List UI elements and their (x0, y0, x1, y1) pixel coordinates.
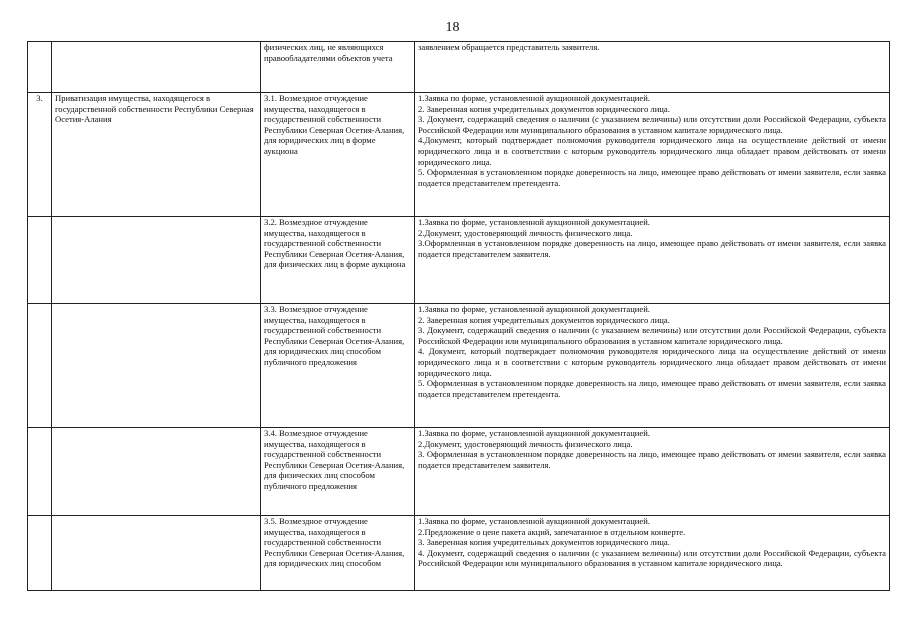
service-name: Приватизация имущества, находящегося в государственной собственности Республики Северная Осетия-Алания (52, 93, 261, 217)
service-name (52, 304, 261, 428)
subservice-name: 3.3. Возмездное отчуждение имущества, находящегося в государственной собственности Республики Северная Осетия-Алания, для юридических лиц способом публичного предложения (261, 304, 415, 428)
document-item: 3. Оформленная в установленном порядке доверенность на лицо, имеющее право действовать от имени заявителя, если заявка подается представителем заявителя. (418, 449, 886, 470)
document-item: 2.Документ, удостоверяющий личность физического лица. (418, 438, 633, 449)
row-number (28, 516, 52, 591)
subservice-name: 3.5. Возмездное отчуждение имущества, находящегося в государственной собственности Республики Северная Осетия-Алания, для юридических лиц способом (261, 516, 415, 591)
service-name (52, 428, 261, 516)
subservice-name: 3.2. Возмездное отчуждение имущества, находящегося в государственной собственности Республики Северная Осетия-Алания, для физических лиц в форме аукциона (261, 217, 415, 304)
document-item: 1.Заявка по форме, установленной аукционной документацией. (418, 304, 650, 314)
service-name (52, 516, 261, 591)
document-item: 1.Заявка по форме, установленной аукционной документацией. (418, 217, 650, 227)
row-number (28, 428, 52, 516)
document-item: заявлением обращается представитель заявителя. (418, 42, 600, 52)
documents-cell (415, 217, 890, 304)
subservice-name: физических лиц, не являющихся правообладателями объектов учета (261, 42, 415, 93)
document-item: 3. Заверенная копия учредительных документов юридического лица. (418, 537, 670, 548)
document-item: 5. Оформленная в установленном порядке доверенность на лицо, имеющее право действовать от имени заявителя, если заявка подается представителем претендента. (418, 167, 886, 188)
documents-cell (415, 304, 890, 428)
document-item: 2. Заверенная копия учредительных документов юридического лица. (418, 314, 670, 325)
document-item: 4.Документ, который подтверждает полномочия руководителя юридического лица на осуществление действий от имени юридического лица и в соответствии с которым руководитель юридического лица обладает правом действовать от имени юридического лица. (418, 135, 886, 167)
document-item: 4. Документ, содержащий сведения о наличии (с указанием величины) или отсутствии доли Российской Федерации, субъекта Российской Федерации или муниципального образования в уставном капитале юридического лица. (418, 547, 886, 569)
document-item: 1.Заявка по форме, установленной аукционной документацией. (418, 516, 650, 526)
row-number (28, 217, 52, 304)
documents-cell (415, 428, 890, 516)
services-table (27, 41, 890, 591)
table-row (28, 42, 890, 93)
document-item: 2. Заверенная копия учредительных документов юридического лица. (418, 103, 670, 114)
table-row (28, 93, 890, 217)
table-row (28, 428, 890, 516)
table-row (28, 304, 890, 428)
documents-cell (415, 42, 890, 93)
table-row (28, 516, 890, 591)
table-row (28, 217, 890, 304)
row-number: 3. (28, 93, 52, 217)
row-number (28, 42, 52, 93)
page-number: 18 (445, 20, 460, 35)
documents-cell (415, 516, 890, 591)
document-item: 3. Документ, содержащий сведения о наличии (с указанием величины) или отсутствии доли Российской Федерации, субъекта Российской Федерации или муниципального образования в уставном капитале юридического лица. (418, 114, 886, 135)
document-item: 4. Документ, который подтверждает полномочия руководителя юридического лица на осуществление действий от имени юридического лица и в соответствии с которым руководитель юридического лица обладает правом действовать от имени юридического лица. (418, 346, 886, 378)
document-item: 1.Заявка по форме, установленной аукционной документацией. (418, 93, 650, 103)
subservice-name: 3.1. Возмездное отчуждение имущества, находящегося в государственной собственности Республики Северная Осетия-Алания, для юридических лиц в форме аукциона (261, 93, 415, 217)
subservice-name: 3.4. Возмездное отчуждение имущества, находящегося в государственной собственности Республики Северная Осетия-Алания, для физических лиц способом публичного предложения (261, 428, 415, 516)
document-item: 1.Заявка по форме, установленной аукционной документацией. (418, 428, 650, 438)
document-item: 2.Документ, удостоверяющий личность физического лица. (418, 227, 633, 238)
service-name (52, 217, 261, 304)
document-item: 3.Оформленная в установленном порядке доверенность на лицо, имеющее право действовать от имени заявителя, если заявка подается представителем заявителя. (418, 238, 886, 259)
row-number (28, 304, 52, 428)
documents-cell (415, 93, 890, 217)
document-item: 5. Оформленная в установленном порядке доверенность на лицо, имеющее право действовать от имени заявителя, если заявка подается представителем претендента. (418, 378, 886, 399)
service-name (52, 42, 261, 93)
document-item: 2.Предложение о цене пакета акций, запечатанное в отдельном конверте. (418, 526, 686, 537)
document-item: 3. Документ, содержащий сведения о наличии (с указанием величины) или отсутствии доли Российской Федерации, субъекта Российской Федерации или муниципального образования в уставном капитале юридического лица. (418, 325, 886, 346)
